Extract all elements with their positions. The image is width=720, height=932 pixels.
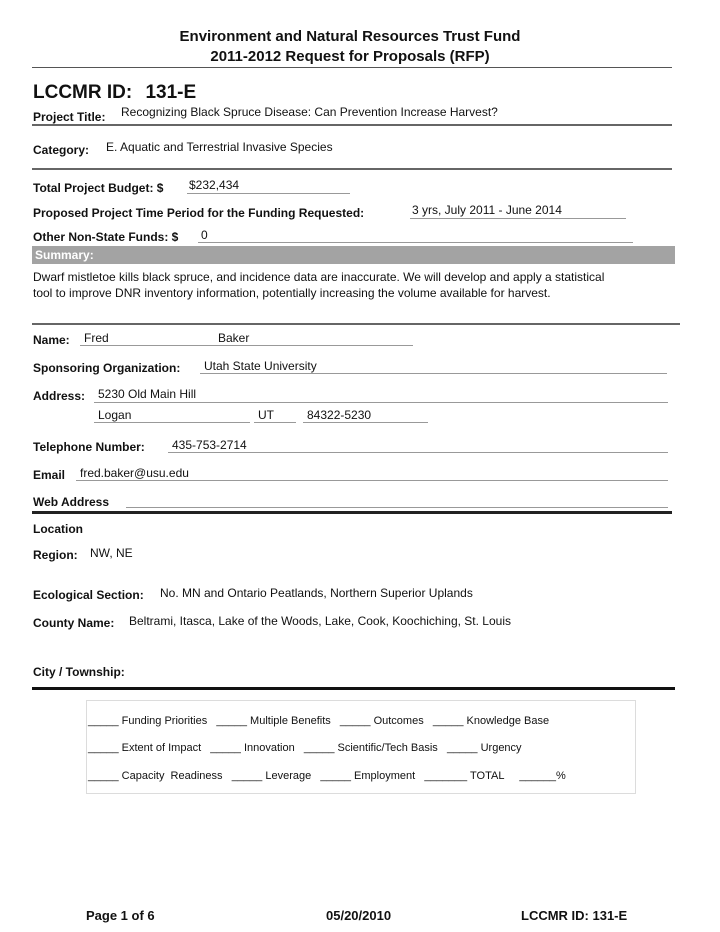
address-city: Logan (98, 408, 132, 422)
time-period-value: 3 yrs, July 2011 - June 2014 (412, 203, 562, 217)
summary-line-2: tool to improve DNR inventory information, potentially increasing the volume available for harvest. (33, 286, 551, 300)
total-budget-value: $232,434 (189, 178, 240, 192)
address-street: 5230 Old Main Hill (98, 387, 197, 401)
ecological-section-value: No. MN and Ontario Peatlands, Northern Superior Uplands (160, 586, 473, 600)
telephone-underline (168, 452, 668, 453)
region-label: Region: (33, 548, 78, 562)
first-name: Fred (84, 331, 109, 345)
header-divider (32, 67, 672, 68)
name-underline (80, 345, 413, 346)
project-title-label: Project Title: (33, 110, 106, 124)
lccmr-id (33, 82, 196, 104)
non-state-funds-label: Other Non-State Funds: $ (33, 230, 179, 244)
address-state: UT (258, 408, 274, 422)
county-value: Beltrami, Itasca, Lake of the Woods, Lake, Cook, Koochiching, St. Louis (129, 614, 511, 628)
address-zip: 84322-5230 (307, 408, 372, 422)
summary-line-1: Dwarf mistletoe kills black spruce, and incidence data are inaccurate. We will develop and apply a statistical (33, 270, 605, 284)
non-state-funds-underline (198, 242, 633, 243)
email-underline (76, 480, 668, 481)
category-label: Category: (33, 143, 90, 157)
total-budget-underline (187, 193, 350, 194)
last-name: Baker (218, 331, 250, 345)
summary-header: Summary: (32, 246, 675, 264)
contact-divider (32, 511, 672, 514)
city-township-label: City / Township: (33, 665, 125, 679)
address-city-underline (94, 422, 250, 423)
email-label: Email (33, 468, 66, 482)
address-zip-underline (303, 422, 428, 423)
scoring-row-3: _____ Capacity Readiness _____ Leverage _____ Employment _______ TOTAL ______% (88, 770, 566, 782)
non-state-funds-value: 0 (201, 228, 208, 242)
location-heading: Location (33, 522, 83, 536)
header-line-1: Environment and Natural Resources Trust Fund (179, 28, 521, 45)
footer-date: 05/20/2010 (326, 908, 392, 923)
footer-id: LCCMR ID: 131-E (521, 908, 628, 923)
location-divider (32, 687, 675, 690)
category-divider (32, 168, 672, 170)
lccmr-id-label: LCCMR ID: (33, 82, 133, 103)
web-address-underline (126, 507, 668, 508)
telephone-value: 435-753-2714 (172, 438, 247, 452)
time-period-underline (410, 218, 626, 219)
lccmr-id-value: 131-E (145, 82, 197, 103)
address-label: Address: (33, 389, 86, 403)
sponsoring-org-underline (200, 373, 667, 374)
county-label: County Name: (33, 616, 115, 630)
name-label: Name: (33, 333, 70, 347)
address-state-underline (254, 422, 296, 423)
project-divider (32, 124, 672, 126)
telephone-label: Telephone Number: (33, 440, 145, 454)
total-budget-label: Total Project Budget: $ (33, 181, 164, 195)
category-value: E. Aquatic and Terrestrial Invasive Species (106, 140, 333, 154)
sponsoring-org-label: Sponsoring Organization: (33, 361, 181, 375)
summary-divider (32, 323, 680, 325)
header-line-2: 2011-2012 Request for Proposals (RFP) (210, 48, 490, 65)
time-period-label: Proposed Project Time Period for the Funding Requested: (33, 206, 365, 220)
scoring-row-1: _____ Funding Priorities _____ Multiple Benefits _____ Outcomes _____ Knowledge Base (88, 715, 550, 727)
region-value: NW, NE (90, 546, 133, 560)
sponsoring-org-value: Utah State University (204, 359, 317, 373)
footer-page: Page 1 of 6 (86, 908, 155, 923)
ecological-section-label: Ecological Section: (33, 588, 144, 602)
address-street-underline (94, 402, 668, 403)
web-address-label: Web Address (33, 495, 110, 509)
project-title: Recognizing Black Spruce Disease: Can Prevention Increase Harvest? (121, 105, 498, 119)
scoring-row-2: _____ Extent of Impact _____ Innovation _____ Scientific/Tech Basis _____ Urgency (88, 742, 522, 754)
email-value: fred.baker@usu.edu (80, 466, 189, 480)
